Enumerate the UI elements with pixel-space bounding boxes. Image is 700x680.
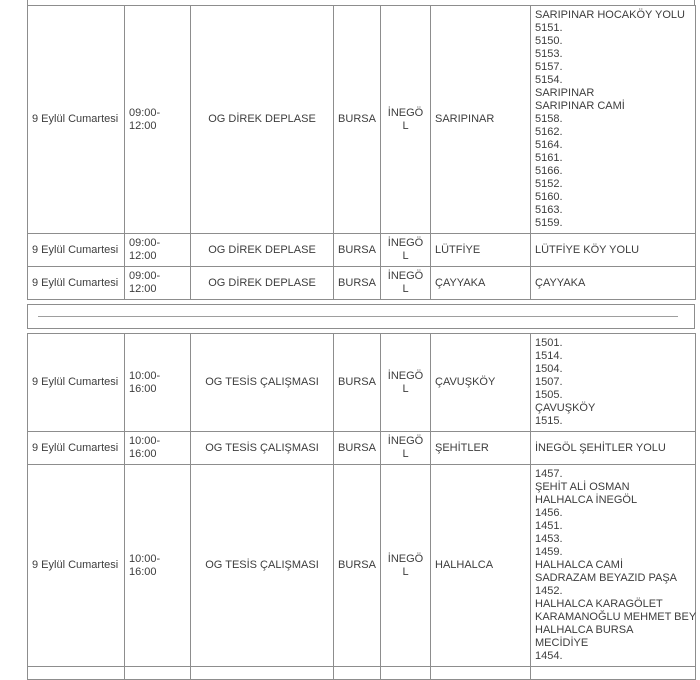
cell-area: LÜTFİYE <box>431 234 531 267</box>
detail-line: 5159. <box>535 217 563 229</box>
outage-table-afternoon <box>27 333 696 680</box>
cell-district: İNEGÖL <box>381 234 431 267</box>
cell-empty <box>431 667 531 680</box>
cell-district: İNEGÖL <box>381 432 431 465</box>
cell-area: ÇAVUŞKÖY <box>431 334 531 432</box>
detail-line: HALHALCA BURSA <box>535 624 634 636</box>
cell-details <box>531 234 696 267</box>
cell-time: 10:00-16:00 <box>125 465 191 667</box>
detail-line: HALHALCA İNEGÖL <box>535 494 638 506</box>
detail-line: 5151. <box>535 22 563 34</box>
cell-empty <box>381 667 431 680</box>
cell-work-type: OG DİREK DEPLASE <box>191 267 334 300</box>
cell-work-type: OG TESİS ÇALIŞMASI <box>191 465 334 667</box>
outage-table-morning <box>27 5 696 300</box>
cell-area: HALHALCA <box>431 465 531 667</box>
cell-district: İNEGÖL <box>381 6 431 234</box>
cell-province: BURSA <box>334 267 381 300</box>
detail-line: ŞEHİT ALİ OSMAN <box>535 481 630 493</box>
cell-date: 9 Eylül Cumartesi <box>28 6 125 234</box>
detail-line: 5164. <box>535 139 563 151</box>
detail-line: 5154. <box>535 74 563 86</box>
detail-line: SARIPINAR CAMİ <box>535 100 625 112</box>
detail-line: 1454. <box>535 650 563 662</box>
cell-area: SARIPINAR <box>431 6 531 234</box>
cell-area: ÇAYYAKA <box>431 267 531 300</box>
cell-date: 9 Eylül Cumartesi <box>28 465 125 667</box>
detail-line: 5153. <box>535 48 563 60</box>
detail-line: 5163. <box>535 204 563 216</box>
cell-date: 9 Eylül Cumartesi <box>28 267 125 300</box>
cell-details <box>531 6 696 234</box>
detail-line: 5162. <box>535 126 563 138</box>
detail-line: 1507. <box>535 376 563 388</box>
detail-line: 1457. <box>535 468 563 480</box>
cell-empty <box>28 667 125 680</box>
cell-empty <box>531 667 696 680</box>
cut-row-bottom <box>28 667 696 680</box>
cell-date: 9 Eylül Cumartesi <box>28 234 125 267</box>
outage-table-row <box>28 432 696 465</box>
detail-line: SARIPINAR <box>535 87 595 99</box>
detail-line: ÇAVUŞKÖY <box>535 402 596 414</box>
detail-line: ÇAYYAKA <box>535 276 586 289</box>
cell-work-type: OG TESİS ÇALIŞMASI <box>191 334 334 432</box>
cell-area: ŞEHİTLER <box>431 432 531 465</box>
detail-line: 1515. <box>535 415 563 427</box>
cell-province: BURSA <box>334 432 381 465</box>
outage-table-row <box>28 465 696 667</box>
cell-details <box>531 465 696 667</box>
detail-line: 1453. <box>535 533 563 545</box>
separator-line <box>38 316 678 317</box>
outage-table-row <box>28 6 696 234</box>
outage-table-row <box>28 334 696 432</box>
detail-line: LÜTFİYE KÖY YOLU <box>535 243 640 256</box>
cell-district: İNEGÖL <box>381 465 431 667</box>
outage-table-row <box>28 267 696 300</box>
detail-line: KARAMANOĞLU MEHMET BEY <box>535 611 697 623</box>
cell-work-type: OG TESİS ÇALIŞMASI <box>191 432 334 465</box>
detail-line: 1456. <box>535 507 563 519</box>
detail-line: 1501. <box>535 337 563 349</box>
cell-province: BURSA <box>334 334 381 432</box>
detail-line: MECİDİYE <box>535 637 589 649</box>
detail-line: SARIPINAR HOCAKÖY YOLU <box>535 9 685 21</box>
detail-line: 5157. <box>535 61 563 73</box>
cell-province: BURSA <box>334 6 381 234</box>
cell-details <box>531 267 696 300</box>
detail-line: 5152. <box>535 178 563 190</box>
detail-line: 5158. <box>535 113 563 125</box>
cell-province: BURSA <box>334 234 381 267</box>
detail-line: 5161. <box>535 152 563 164</box>
detail-line: HALHALCA KARAGÖLET <box>535 598 663 610</box>
detail-line: 1514. <box>535 350 563 362</box>
cell-details <box>531 334 696 432</box>
detail-line: 1505. <box>535 389 563 401</box>
detail-line: 1459. <box>535 546 563 558</box>
detail-line: 1504. <box>535 363 563 375</box>
detail-line: 1452. <box>535 585 563 597</box>
cell-time: 09:00-12:00 <box>125 6 191 234</box>
cell-work-type: OG DİREK DEPLASE <box>191 234 334 267</box>
cell-empty <box>125 667 191 680</box>
cell-district: İNEGÖL <box>381 334 431 432</box>
cell-province: BURSA <box>334 465 381 667</box>
cell-time: 09:00-12:00 <box>125 267 191 300</box>
cell-date: 9 Eylül Cumartesi <box>28 432 125 465</box>
cell-empty <box>334 667 381 680</box>
table-separator <box>27 304 695 329</box>
cell-time: 10:00-16:00 <box>125 334 191 432</box>
detail-line: 1451. <box>535 520 563 532</box>
cell-district: İNEGÖL <box>381 267 431 300</box>
cell-date: 9 Eylül Cumartesi <box>28 334 125 432</box>
cell-time: 09:00-12:00 <box>125 234 191 267</box>
detail-line: 5166. <box>535 165 563 177</box>
cell-empty <box>191 667 334 680</box>
outage-table-row <box>28 234 696 267</box>
detail-line: 5160. <box>535 191 563 203</box>
cell-work-type: OG DİREK DEPLASE <box>191 6 334 234</box>
detail-line: 5150. <box>535 35 563 47</box>
detail-line: SADRAZAM BEYAZID PAŞA <box>535 572 678 584</box>
cell-details <box>531 432 696 465</box>
cell-time: 10:00-16:00 <box>125 432 191 465</box>
detail-line: İNEGÖL ŞEHİTLER YOLU <box>535 441 666 454</box>
detail-line: HALHALCA CAMİ <box>535 559 624 571</box>
